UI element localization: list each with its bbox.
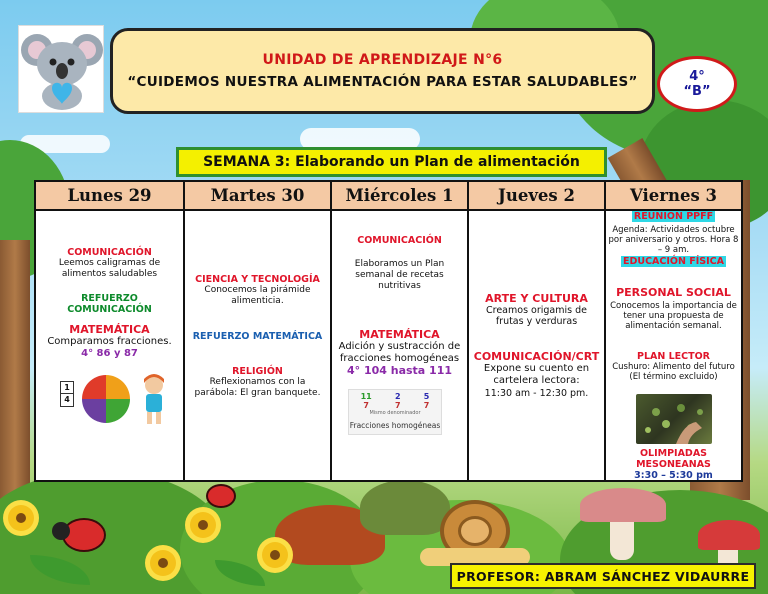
subject-title: COMUNICACIÓN: [357, 235, 442, 246]
day-column-miercoles: [332, 182, 469, 480]
fraction-pie-illustration: 1 4: [60, 373, 172, 425]
book-pages: 4° 86 y 87: [81, 348, 138, 359]
subject-title: MATEMÁTICA: [359, 328, 440, 341]
activity-time: 3:30 – 5:30 pm: [634, 470, 713, 481]
activity-text: Agenda: Actividades octubre por aniversario y otros. Hora 8 – 9 am.: [608, 225, 739, 255]
koala-illustration: [18, 25, 104, 113]
activity-text: Conocemos la pirámide alimenticia.: [204, 285, 311, 306]
pie-icon: [80, 373, 132, 425]
teacher-name-banner: PROFESOR: ABRAM SÁNCHEZ VIDAURRE: [450, 563, 756, 589]
subject-title: RELIGIÓN: [232, 366, 283, 377]
grade-number: 4°: [689, 69, 705, 84]
cushuro-photo: [636, 394, 712, 444]
activity-text: Leemos caligramas de alimentos saludables: [58, 258, 161, 279]
week-title: SEMANA 3: Elaborando un Plan de alimentación: [176, 147, 607, 177]
day-column-jueves: [469, 182, 606, 480]
unit-title-box: [110, 28, 655, 114]
subject-title: MATEMÁTICA: [69, 323, 150, 336]
book-pages: 4° 104 hasta 111: [346, 364, 453, 377]
activity-text: Comparamos fracciones.: [47, 336, 172, 347]
image-caption: Fracciones homogéneas: [349, 421, 441, 430]
subject-title: CIENCIA Y TECNOLOGÍA: [195, 274, 320, 285]
activity-text: Cushuro: Alimento del futuro (El término excluido): [612, 362, 735, 382]
activity-text: Reflexionamos con la parábola: El gran banquete.: [194, 377, 321, 398]
day-header: Jueves 2: [469, 182, 604, 211]
day-header: Viernes 3: [606, 182, 741, 211]
activity-text: Expone su cuento en cartelera lectora:: [483, 363, 590, 386]
subject-title: PLAN LECTOR: [636, 351, 710, 362]
subject-title: COMUNICACIÓN: [67, 247, 152, 258]
unit-number-title: UNIDAD DE APRENDIZAJE N°6: [262, 52, 503, 68]
subject-title: REUNION PPFF: [633, 211, 714, 222]
weekly-schedule-table: [34, 180, 743, 482]
subject-title: PERSONAL SOCIAL: [616, 286, 731, 299]
subject-title: REFUERZO MATEMÁTICA: [192, 331, 323, 342]
grade-section: “B”: [683, 84, 711, 99]
girl-icon: [138, 373, 170, 425]
activity-time: 11:30 am - 12:30 pm.: [484, 388, 589, 399]
image-subcaption: Mismo denominador: [369, 410, 421, 416]
day-column-viernes: [606, 182, 741, 480]
subject-title: REFUERZO COMUNICACIÓN: [67, 293, 152, 315]
day-header: Martes 30: [185, 182, 330, 211]
day-column-martes: [185, 182, 332, 480]
subject-title: OLIMPIADAS MESONEANAS: [636, 448, 711, 470]
activity-text: Adición y sustracción de fracciones homogéneas: [338, 341, 461, 364]
day-column-lunes: [36, 182, 185, 480]
subject-title: EDUCACIÓN FÍSICA: [623, 256, 724, 267]
unit-name-title: “CUIDEMOS NUESTRA ALIMENTACIÓN PARA ESTAR SALUDABLES”: [127, 74, 638, 90]
subject-title: ARTE Y CULTURA: [485, 292, 588, 305]
grade-badge: [657, 56, 737, 112]
day-header: Miércoles 1: [332, 182, 467, 211]
activity-text: Conocemos la importancia de tener una propuesta de alimentación semanal.: [610, 301, 737, 331]
day-header: Lunes 29: [36, 182, 183, 211]
fractions-image: 11 7 2 7 5 7 Mismo denominador Fracciones homogéneas: [348, 389, 442, 435]
activity-text: Creamos origamis de frutas y verduras: [486, 305, 587, 327]
subject-title: COMUNICACIÓN/CRT: [473, 350, 600, 363]
activity-text: Elaboramos un Plan semanal de recetas nutritivas: [354, 259, 445, 291]
